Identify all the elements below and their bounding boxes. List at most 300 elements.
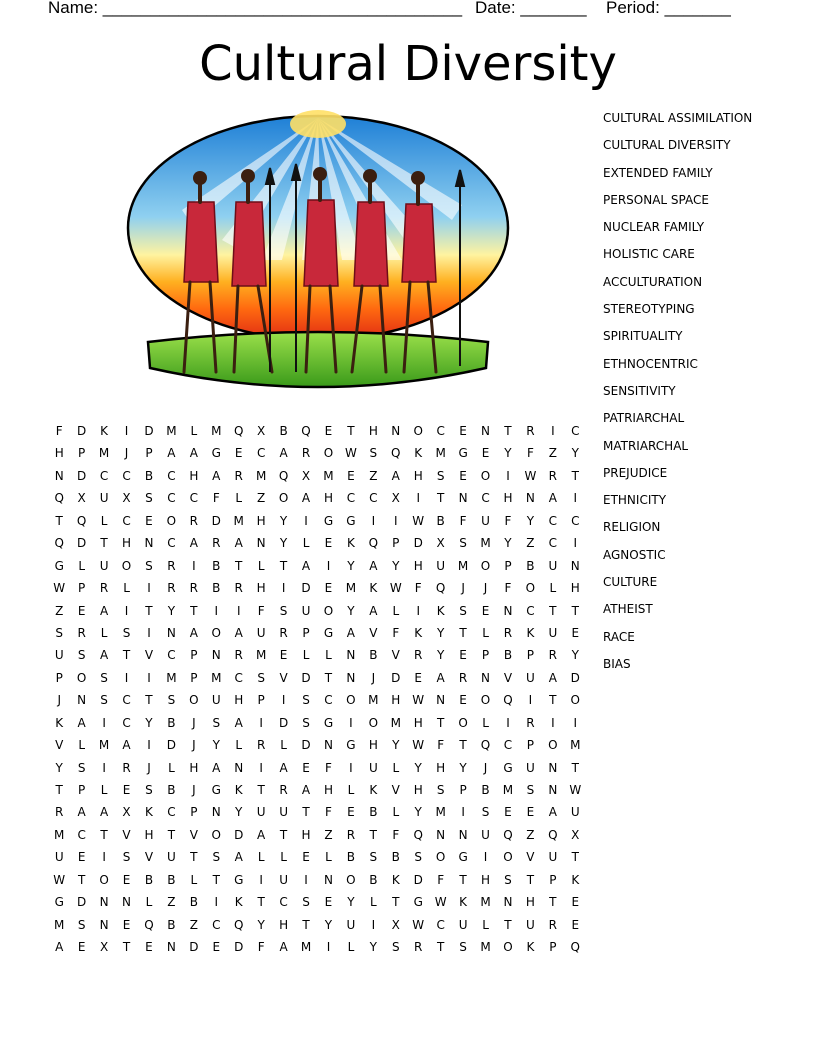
grid-letter[interactable]: S xyxy=(145,558,153,573)
grid-letter[interactable]: Q xyxy=(54,536,64,551)
grid-letter[interactable]: U xyxy=(99,491,109,506)
grid-letter[interactable]: M xyxy=(166,670,177,685)
grid-letter[interactable]: R xyxy=(279,783,288,797)
grid-letter[interactable]: C xyxy=(122,715,131,730)
grid-letter[interactable]: P xyxy=(78,783,86,797)
grid-letter[interactable]: L xyxy=(78,738,85,753)
grid-letter[interactable]: K xyxy=(369,783,378,797)
grid-letter[interactable]: S xyxy=(459,940,467,955)
grid-letter[interactable]: C xyxy=(503,738,513,753)
grid-letter[interactable]: U xyxy=(481,827,490,842)
grid-letter[interactable]: H xyxy=(301,827,311,842)
grid-letter[interactable]: I xyxy=(192,558,196,573)
grid-letter[interactable]: T xyxy=(436,940,445,955)
grid-letter[interactable]: L xyxy=(190,424,198,438)
grid-letter[interactable]: Q xyxy=(480,738,491,753)
grid-letter[interactable]: C xyxy=(346,491,356,506)
grid-letter[interactable]: N xyxy=(548,760,558,775)
grid-letter[interactable]: I xyxy=(326,940,331,955)
grid-letter[interactable]: G xyxy=(211,783,221,797)
grid-letter[interactable]: Y xyxy=(504,536,512,551)
grid-letter[interactable]: E xyxy=(145,513,153,528)
grid-letter[interactable]: B xyxy=(144,872,154,887)
grid-letter[interactable]: E xyxy=(459,424,467,438)
grid-letter[interactable]: N xyxy=(234,760,244,775)
grid-letter[interactable]: A xyxy=(369,603,378,618)
grid-letter[interactable]: W xyxy=(53,581,66,596)
grid-letter[interactable]: D xyxy=(234,940,244,955)
grid-letter[interactable]: T xyxy=(257,783,265,797)
grid-letter[interactable]: R xyxy=(167,558,176,573)
grid-letter[interactable]: M xyxy=(211,670,222,685)
grid-letter[interactable]: W xyxy=(569,783,582,797)
grid-letter[interactable]: L xyxy=(100,625,108,640)
grid-letter[interactable]: U xyxy=(256,625,266,640)
grid-letter[interactable]: C xyxy=(548,513,558,528)
grid-letter[interactable]: S xyxy=(526,783,535,797)
grid-letter[interactable]: T xyxy=(459,738,467,753)
grid-letter[interactable]: N xyxy=(99,917,109,932)
grid-letter[interactable]: V xyxy=(503,670,513,685)
grid-letter[interactable]: K xyxy=(436,603,445,618)
grid-letter[interactable]: R xyxy=(279,625,288,640)
grid-letter[interactable]: F xyxy=(55,424,63,438)
grid-letter[interactable]: Y xyxy=(436,625,445,640)
grid-letter[interactable]: O xyxy=(323,446,334,461)
grid-letter[interactable]: I xyxy=(102,850,106,865)
grid-letter[interactable]: Q xyxy=(391,446,401,461)
grid-letter[interactable]: Y xyxy=(571,446,579,461)
grid-letter[interactable]: E xyxy=(279,648,288,663)
grid-letter[interactable]: A xyxy=(189,536,198,551)
grid-letter[interactable]: X xyxy=(301,468,311,483)
grid-letter[interactable]: I xyxy=(259,872,263,887)
grid-letter[interactable]: C xyxy=(571,424,580,438)
grid-letter[interactable]: S xyxy=(212,715,221,730)
grid-letter[interactable]: X xyxy=(391,917,400,932)
grid-letter[interactable]: R xyxy=(234,648,243,663)
grid-letter[interactable]: C xyxy=(189,491,199,506)
grid-letter[interactable]: S xyxy=(212,850,221,865)
grid-letter[interactable]: J xyxy=(371,670,376,685)
grid-letter[interactable]: H xyxy=(256,581,266,596)
grid-letter[interactable]: Z xyxy=(526,827,535,842)
grid-letter[interactable]: Z xyxy=(548,446,557,461)
grid-letter[interactable]: M xyxy=(368,693,379,708)
grid-letter[interactable]: M xyxy=(480,940,491,955)
grid-letter[interactable]: N xyxy=(211,648,221,663)
grid-letter[interactable]: D xyxy=(77,468,87,483)
grid-letter[interactable]: V xyxy=(526,850,535,865)
grid-letter[interactable]: B xyxy=(212,558,221,573)
grid-letter[interactable]: I xyxy=(349,715,353,730)
grid-letter[interactable]: T xyxy=(504,424,512,438)
grid-letter[interactable]: H xyxy=(413,715,423,730)
grid-letter[interactable]: H xyxy=(413,558,423,573)
grid-letter[interactable]: E xyxy=(234,446,243,461)
grid-letter[interactable]: I xyxy=(573,536,578,551)
grid-letter[interactable]: S xyxy=(436,468,445,483)
grid-letter[interactable]: L xyxy=(482,625,489,640)
grid-letter[interactable]: I xyxy=(214,603,219,618)
grid-letter[interactable]: U xyxy=(548,850,558,865)
grid-letter[interactable]: H xyxy=(525,895,535,910)
grid-letter[interactable]: H xyxy=(323,783,333,797)
grid-letter[interactable]: U xyxy=(458,917,468,932)
grid-letter[interactable]: M xyxy=(435,446,446,461)
grid-letter[interactable]: B xyxy=(167,917,176,932)
grid-letter[interactable]: O xyxy=(503,940,513,955)
grid-letter[interactable]: M xyxy=(570,738,581,753)
grid-letter[interactable]: A xyxy=(122,738,131,753)
grid-letter[interactable]: K xyxy=(145,805,153,820)
grid-letter[interactable]: V xyxy=(279,670,288,685)
grid-letter[interactable]: A xyxy=(234,715,243,730)
grid-letter[interactable]: L xyxy=(302,648,310,663)
grid-letter[interactable]: D xyxy=(234,827,244,842)
grid-letter[interactable]: D xyxy=(211,513,221,528)
grid-letter[interactable]: L xyxy=(235,491,243,506)
grid-letter[interactable]: T xyxy=(324,670,333,685)
grid-letter[interactable]: L xyxy=(392,603,400,618)
grid-letter[interactable]: A xyxy=(77,805,86,820)
grid-letter[interactable]: Y xyxy=(347,558,355,573)
grid-letter[interactable]: S xyxy=(391,940,400,955)
grid-letter[interactable]: E xyxy=(459,693,467,708)
grid-letter[interactable]: E xyxy=(459,648,467,663)
grid-letter[interactable]: A xyxy=(301,558,311,573)
grid-letter[interactable]: B xyxy=(167,783,176,797)
grid-letter[interactable]: I xyxy=(147,670,151,685)
grid-letter[interactable]: Y xyxy=(392,558,400,573)
grid-letter[interactable]: R xyxy=(122,760,131,775)
grid-letter[interactable]: C xyxy=(571,513,580,528)
grid-letter[interactable]: C xyxy=(212,917,221,932)
grid-letter[interactable]: F xyxy=(459,513,467,528)
grid-letter[interactable]: T xyxy=(55,513,63,528)
grid-letter[interactable]: T xyxy=(212,872,220,887)
grid-letter[interactable]: C xyxy=(324,693,333,708)
grid-letter[interactable]: U xyxy=(301,603,311,618)
grid-letter[interactable]: C xyxy=(122,468,131,483)
grid-letter[interactable]: B xyxy=(346,850,356,865)
grid-letter[interactable]: L xyxy=(370,895,377,910)
grid-letter[interactable]: N xyxy=(166,940,176,955)
grid-letter[interactable]: N xyxy=(346,648,356,663)
grid-letter[interactable]: A xyxy=(77,715,86,730)
grid-letter[interactable]: H xyxy=(256,513,266,528)
grid-letter[interactable]: U xyxy=(526,917,535,932)
grid-letter[interactable]: U xyxy=(526,670,535,685)
grid-letter[interactable]: F xyxy=(504,581,512,596)
grid-letter[interactable]: T xyxy=(549,895,557,910)
grid-letter[interactable]: T xyxy=(122,648,131,663)
grid-letter[interactable]: R xyxy=(77,625,86,640)
grid-letter[interactable]: B xyxy=(391,850,400,865)
grid-letter[interactable]: F xyxy=(437,738,445,753)
grid-letter[interactable]: A xyxy=(234,536,243,551)
grid-letter[interactable]: B xyxy=(526,558,535,573)
grid-letter[interactable]: L xyxy=(302,536,310,551)
grid-letter[interactable]: U xyxy=(548,625,558,640)
grid-letter[interactable]: V xyxy=(189,827,198,842)
grid-letter[interactable]: H xyxy=(570,581,580,596)
grid-letter[interactable]: M xyxy=(457,558,469,573)
grid-letter[interactable]: S xyxy=(55,625,64,640)
grid-letter[interactable]: Y xyxy=(571,648,579,663)
grid-letter[interactable]: T xyxy=(257,895,265,910)
grid-letter[interactable]: I xyxy=(281,693,286,708)
grid-letter[interactable]: T xyxy=(459,872,467,887)
grid-letter[interactable]: T xyxy=(436,491,445,506)
grid-letter[interactable]: C xyxy=(369,491,378,506)
grid-letter[interactable]: A xyxy=(279,446,288,461)
grid-letter[interactable]: A xyxy=(279,940,288,955)
grid-letter[interactable]: H xyxy=(368,738,378,753)
grid-letter[interactable]: I xyxy=(147,625,151,640)
grid-letter[interactable]: L xyxy=(235,738,243,753)
grid-letter[interactable]: E xyxy=(122,917,131,932)
grid-letter[interactable]: X xyxy=(571,827,580,842)
grid-letter[interactable]: T xyxy=(392,895,400,910)
grid-letter[interactable]: K xyxy=(571,872,580,887)
grid-letter[interactable]: C xyxy=(122,693,131,708)
grid-letter[interactable]: T xyxy=(571,760,579,775)
grid-letter[interactable]: E xyxy=(459,468,467,483)
grid-letter[interactable]: G xyxy=(211,446,221,461)
grid-letter[interactable]: N xyxy=(256,536,266,551)
grid-letter[interactable]: P xyxy=(504,558,512,573)
grid-letter[interactable]: J xyxy=(483,581,488,596)
grid-letter[interactable]: M xyxy=(211,424,222,438)
grid-letter[interactable]: N xyxy=(503,895,513,910)
grid-letter[interactable]: B xyxy=(167,872,176,887)
grid-letter[interactable]: I xyxy=(124,670,129,685)
grid-letter[interactable]: Q xyxy=(54,491,64,506)
grid-letter[interactable]: T xyxy=(347,424,355,438)
grid-letter[interactable]: Y xyxy=(257,917,265,932)
grid-letter[interactable]: S xyxy=(279,603,288,618)
grid-letter[interactable]: N xyxy=(458,827,468,842)
grid-letter[interactable]: R xyxy=(55,805,64,820)
grid-letter[interactable]: N xyxy=(211,805,221,820)
grid-letter[interactable]: G xyxy=(323,715,334,730)
grid-letter[interactable]: U xyxy=(167,850,176,865)
grid-letter[interactable]: J xyxy=(483,760,488,775)
grid-letter[interactable]: H xyxy=(144,827,154,842)
grid-letter[interactable]: K xyxy=(414,625,423,640)
grid-letter[interactable]: N xyxy=(570,558,580,573)
grid-letter[interactable]: A xyxy=(167,446,176,461)
grid-letter[interactable]: N xyxy=(436,693,446,708)
grid-letter[interactable]: Q xyxy=(413,827,423,842)
grid-letter[interactable]: T xyxy=(190,603,198,618)
grid-letter[interactable]: S xyxy=(302,895,310,910)
grid-letter[interactable]: O xyxy=(480,468,491,483)
grid-letter[interactable]: I xyxy=(349,760,353,775)
grid-letter[interactable]: R xyxy=(548,917,558,932)
grid-letter[interactable]: U xyxy=(211,693,221,708)
grid-letter[interactable]: C xyxy=(167,468,176,483)
grid-letter[interactable]: A xyxy=(212,760,221,775)
grid-letter[interactable]: Y xyxy=(347,603,355,618)
grid-letter[interactable]: P xyxy=(526,738,535,753)
grid-letter[interactable]: O xyxy=(121,558,132,573)
grid-letter[interactable]: T xyxy=(459,625,467,640)
grid-letter[interactable]: A xyxy=(234,850,243,865)
grid-letter[interactable]: R xyxy=(256,738,266,753)
grid-letter[interactable]: J xyxy=(147,760,151,775)
grid-letter[interactable]: B xyxy=(212,581,221,596)
grid-letter[interactable]: O xyxy=(525,581,536,596)
grid-letter[interactable]: E xyxy=(481,446,490,461)
grid-letter[interactable]: H xyxy=(189,760,199,775)
grid-letter[interactable]: N xyxy=(323,872,333,887)
grid-letter[interactable]: T xyxy=(190,850,198,865)
grid-letter[interactable]: E xyxy=(571,625,580,640)
grid-letter[interactable]: C xyxy=(256,446,266,461)
grid-letter[interactable]: I xyxy=(102,715,106,730)
grid-letter[interactable]: M xyxy=(98,446,110,461)
grid-letter[interactable]: L xyxy=(392,805,400,820)
grid-letter[interactable]: U xyxy=(368,760,378,775)
grid-letter[interactable]: G xyxy=(323,625,334,640)
grid-letter[interactable]: S xyxy=(100,693,108,708)
grid-letter[interactable]: Q xyxy=(368,536,379,551)
grid-letter[interactable]: U xyxy=(526,760,535,775)
grid-letter[interactable]: R xyxy=(503,625,513,640)
grid-letter[interactable]: I xyxy=(506,468,510,483)
grid-letter[interactable]: I xyxy=(551,424,555,438)
grid-letter[interactable]: H xyxy=(436,760,446,775)
grid-letter[interactable]: B xyxy=(436,513,445,528)
grid-letter[interactable]: A xyxy=(257,827,266,842)
grid-letter[interactable]: S xyxy=(145,783,153,797)
grid-letter[interactable]: C xyxy=(436,917,445,932)
grid-letter[interactable]: K xyxy=(369,581,378,596)
grid-letter[interactable]: U xyxy=(570,805,580,820)
grid-letter[interactable]: D xyxy=(301,738,311,753)
grid-letter[interactable]: L xyxy=(100,513,108,528)
grid-letter[interactable]: A xyxy=(548,805,557,820)
grid-letter[interactable]: I xyxy=(102,760,106,775)
grid-letter[interactable]: L xyxy=(347,783,355,797)
grid-letter[interactable]: E xyxy=(414,670,423,685)
grid-letter[interactable]: Z xyxy=(167,895,176,910)
grid-letter[interactable]: I xyxy=(214,895,219,910)
grid-letter[interactable]: E xyxy=(324,424,333,438)
grid-letter[interactable]: G xyxy=(234,872,244,887)
grid-letter[interactable]: T xyxy=(55,783,63,797)
grid-letter[interactable]: F xyxy=(257,940,265,955)
grid-letter[interactable]: X xyxy=(122,805,131,820)
grid-letter[interactable]: U xyxy=(436,558,446,573)
grid-letter[interactable]: R xyxy=(234,468,243,483)
grid-letter[interactable]: I xyxy=(304,513,308,528)
grid-letter[interactable]: T xyxy=(369,827,378,842)
grid-letter[interactable]: T xyxy=(100,827,108,842)
grid-letter[interactable]: M xyxy=(345,581,357,596)
grid-letter[interactable]: E xyxy=(526,805,535,820)
grid-letter[interactable]: E xyxy=(324,581,333,596)
grid-letter[interactable]: V xyxy=(144,648,154,663)
grid-letter[interactable]: T xyxy=(235,558,243,573)
grid-letter[interactable]: P xyxy=(190,805,198,820)
grid-letter[interactable]: L xyxy=(190,872,198,887)
grid-letter[interactable]: U xyxy=(54,850,64,865)
grid-letter[interactable]: Z xyxy=(55,603,64,618)
grid-letter[interactable]: W xyxy=(412,513,425,528)
grid-letter[interactable]: I xyxy=(573,715,578,730)
grid-letter[interactable]: R xyxy=(526,424,535,438)
grid-letter[interactable]: U xyxy=(279,805,288,820)
grid-letter[interactable]: A xyxy=(279,760,288,775)
grid-letter[interactable]: L xyxy=(347,940,355,955)
grid-letter[interactable]: C xyxy=(481,491,490,506)
grid-letter[interactable]: H xyxy=(323,491,333,506)
grid-letter[interactable]: I xyxy=(394,513,398,528)
grid-letter[interactable]: T xyxy=(167,827,176,842)
grid-letter[interactable]: L xyxy=(168,760,175,775)
grid-letter[interactable]: L xyxy=(100,783,108,797)
grid-letter[interactable]: I xyxy=(551,715,555,730)
grid-letter[interactable]: Y xyxy=(279,513,288,528)
grid-letter[interactable]: J xyxy=(461,581,465,596)
grid-letter[interactable]: Y xyxy=(414,805,422,820)
grid-letter[interactable]: Z xyxy=(369,468,378,483)
grid-letter[interactable]: M xyxy=(54,827,65,842)
grid-letter[interactable]: L xyxy=(280,850,287,865)
grid-letter[interactable]: E xyxy=(324,536,333,551)
grid-letter[interactable]: Z xyxy=(526,536,535,551)
grid-letter[interactable]: O xyxy=(346,872,356,887)
grid-letter[interactable]: B xyxy=(369,872,378,887)
grid-letter[interactable]: H xyxy=(413,468,423,483)
grid-letter[interactable]: O xyxy=(166,513,177,528)
grid-letter[interactable]: H xyxy=(503,491,513,506)
date-field-label[interactable]: Date: _______ xyxy=(475,0,587,17)
grid-letter[interactable]: V xyxy=(144,850,154,865)
grid-letter[interactable]: F xyxy=(414,581,422,596)
grid-letter[interactable]: U xyxy=(481,513,490,528)
grid-letter[interactable]: S xyxy=(414,850,423,865)
grid-letter[interactable]: M xyxy=(390,715,401,730)
grid-letter[interactable]: R xyxy=(414,648,423,663)
grid-letter[interactable]: A xyxy=(189,625,198,640)
grid-letter[interactable]: K xyxy=(459,895,468,910)
grid-letter[interactable]: A xyxy=(99,603,109,618)
grid-letter[interactable]: S xyxy=(302,715,310,730)
grid-letter[interactable]: S xyxy=(77,760,86,775)
grid-letter[interactable]: S xyxy=(369,446,378,461)
grid-letter[interactable]: Y xyxy=(526,513,535,528)
grid-letter[interactable]: L xyxy=(325,850,332,865)
grid-letter[interactable]: H xyxy=(189,468,199,483)
grid-letter[interactable]: C xyxy=(234,670,243,685)
grid-letter[interactable]: P xyxy=(78,581,86,596)
grid-letter[interactable]: D xyxy=(166,738,177,753)
grid-letter[interactable]: N xyxy=(323,738,333,753)
grid-letter[interactable]: T xyxy=(302,805,310,820)
grid-letter[interactable]: D xyxy=(77,424,87,438)
grid-letter[interactable]: C xyxy=(167,805,176,820)
grid-letter[interactable]: A xyxy=(391,468,400,483)
grid-letter[interactable]: G xyxy=(346,513,356,528)
grid-letter[interactable]: A xyxy=(189,446,198,461)
grid-letter[interactable]: B xyxy=(369,648,378,663)
grid-letter[interactable]: K xyxy=(526,940,535,955)
grid-letter[interactable]: U xyxy=(346,917,356,932)
